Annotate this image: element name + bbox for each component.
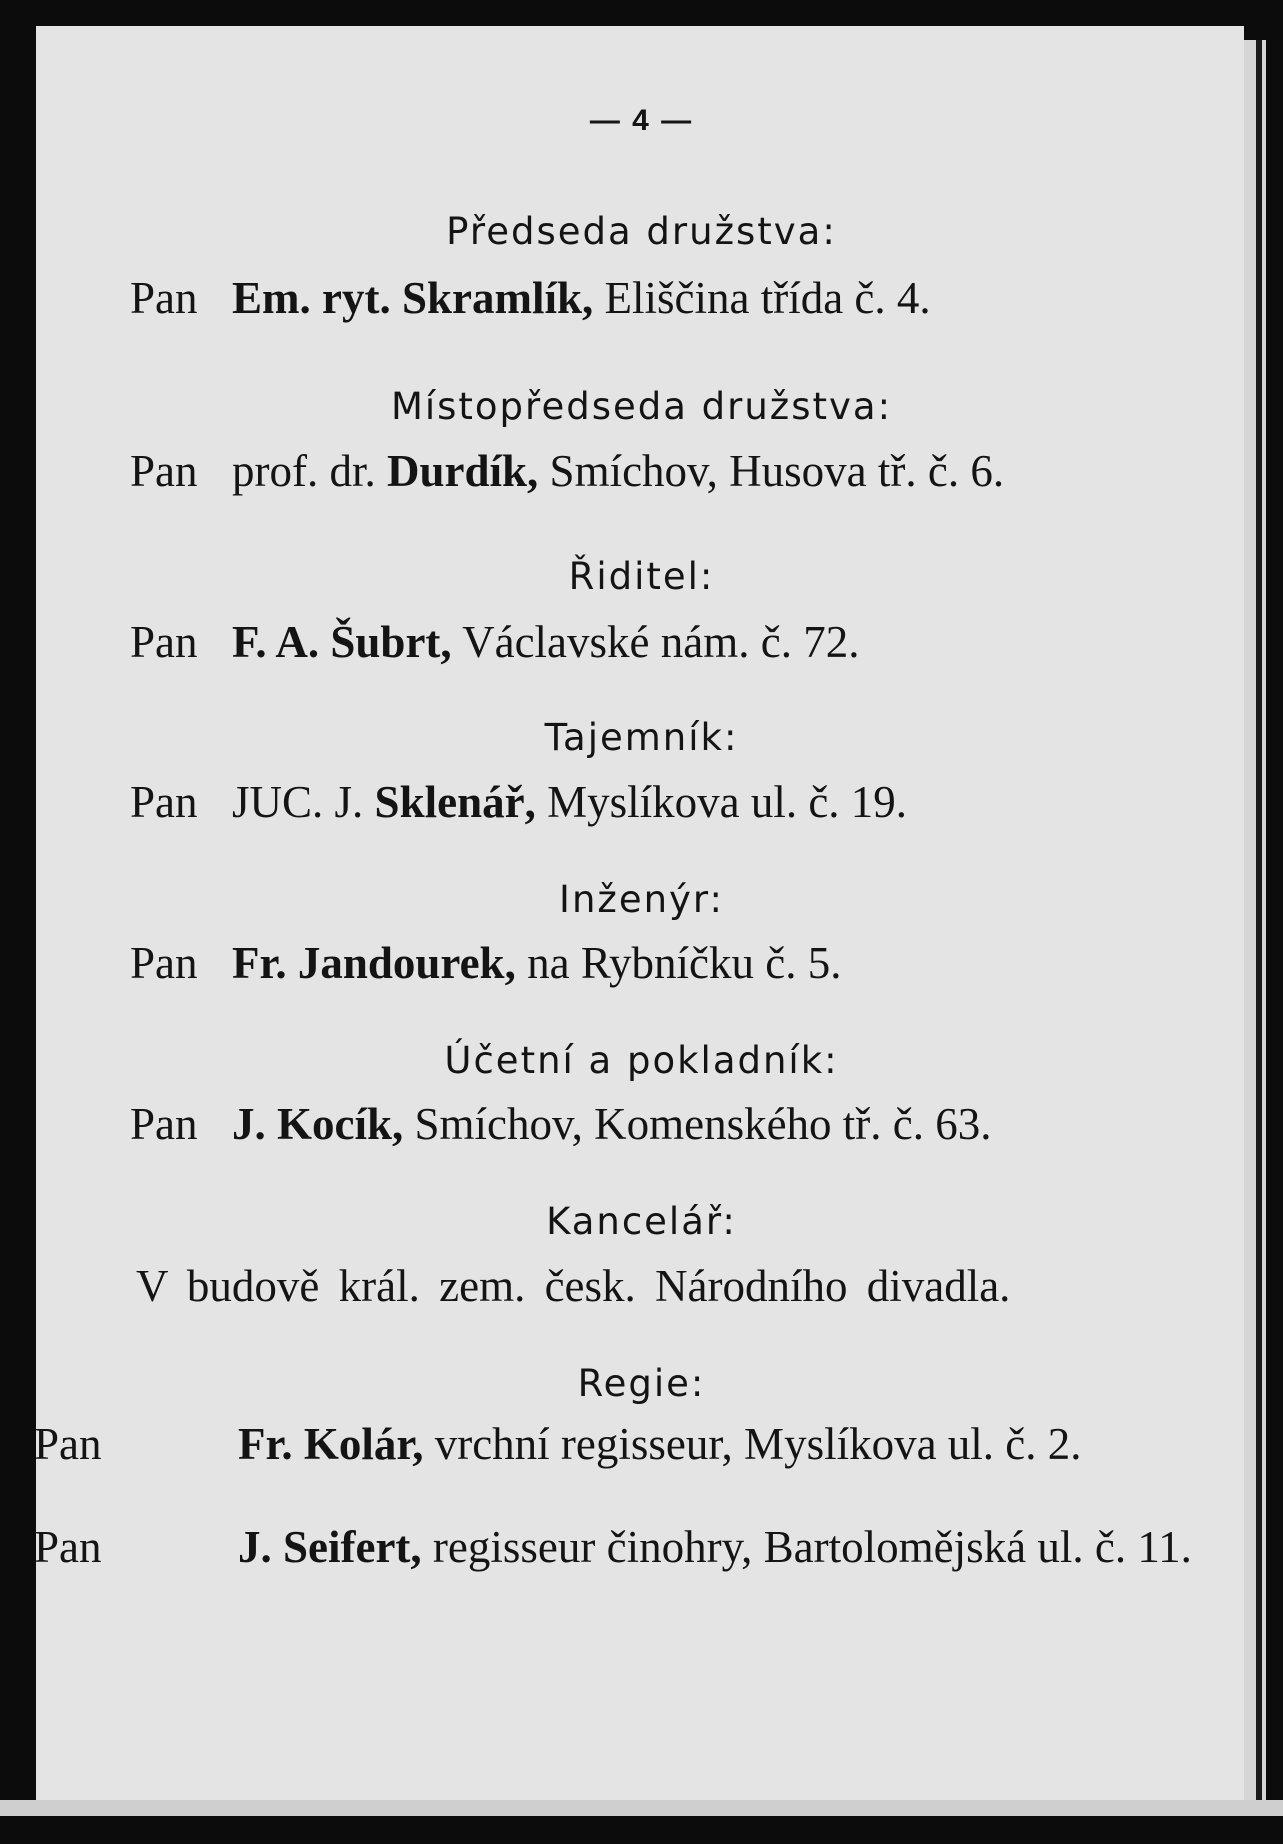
entry-prefix: Pan xyxy=(130,938,198,988)
heading-mistopredseda: Místopředseda družstva: xyxy=(390,385,893,428)
entry-tajemnik xyxy=(130,777,1210,827)
entry-prefix: Pan xyxy=(130,617,198,667)
entry-name: Kolár, xyxy=(303,1419,424,1469)
page-number: — 4 — xyxy=(589,104,694,137)
entry-predseda xyxy=(130,273,1210,323)
entry-name: Seifert, xyxy=(283,1522,422,1572)
heading-inzenyr: Inženýr: xyxy=(559,878,724,921)
entry-name: Skramlík, xyxy=(401,273,594,323)
entry-address: regisseur činohry, Bartolomějská ul. č. 11. xyxy=(432,1522,1192,1572)
entry-pre: prof. dr. xyxy=(232,446,376,496)
entry-pre: Fr. xyxy=(232,938,287,988)
entry-name: Sklenář, xyxy=(374,777,536,827)
heading-kancelar: Kancelář: xyxy=(546,1200,737,1243)
entry-address: na Rybníčku č. 5. xyxy=(527,938,842,988)
entry-pre: Fr. xyxy=(238,1419,293,1469)
entry-prefix: Pan xyxy=(130,446,198,496)
entry-prefix: Pan xyxy=(34,1522,102,1572)
entry-address: Eliščina třída č. 4. xyxy=(604,273,931,323)
entry-prefix: Pan xyxy=(34,1419,102,1469)
heading-tajemnik: Tajemník: xyxy=(544,716,739,759)
entry-name: Šubrt, xyxy=(330,617,452,667)
entry-inzenyr xyxy=(130,938,1210,988)
page-bottom-edge xyxy=(0,1800,1283,1816)
entry-riditel xyxy=(130,617,1210,667)
entry-pre: Em. ryt. xyxy=(232,273,391,323)
entry-pre: F. A. xyxy=(232,617,320,667)
heading-regie: Regie: xyxy=(577,1362,706,1405)
entry-name: Kocík, xyxy=(277,1099,404,1149)
entry-prefix: Pan xyxy=(130,777,198,827)
entry-address: Smíchov, Husova tř. č. 6. xyxy=(549,446,1005,496)
entry-regie-2 xyxy=(34,1519,1283,1575)
entry-ucetni xyxy=(130,1099,1210,1149)
entry-prefix: Pan xyxy=(130,273,198,323)
entry-address: Myslíkova ul. č. 19. xyxy=(547,777,908,827)
entry-kancelar: V budově král. zem. česk. Národního divadla. xyxy=(136,1261,1011,1311)
heading-ucetni: Účetní a pokladník: xyxy=(444,1039,839,1082)
entry-prefix: Pan xyxy=(130,1099,198,1149)
entry-address: Smíchov, Komenského tř. č. 63. xyxy=(414,1099,992,1149)
entry-mistopredseda xyxy=(130,446,1210,496)
entry-name: Durdík, xyxy=(386,446,539,496)
entry-pre: J. xyxy=(238,1522,272,1572)
entry-regie-1 xyxy=(34,1416,1283,1472)
entry-address: vrchní regisseur, Myslíkova ul. č. 2. xyxy=(434,1419,1082,1469)
entry-pre: JUC. J. xyxy=(232,777,364,827)
heading-predseda: Předseda družstva: xyxy=(446,210,837,253)
entry-name: Jandourek, xyxy=(297,938,516,988)
entry-address: Václavské nám. č. 72. xyxy=(462,617,860,667)
heading-riditel: Řiditel: xyxy=(568,555,715,598)
entry-pre: J. xyxy=(232,1099,266,1149)
